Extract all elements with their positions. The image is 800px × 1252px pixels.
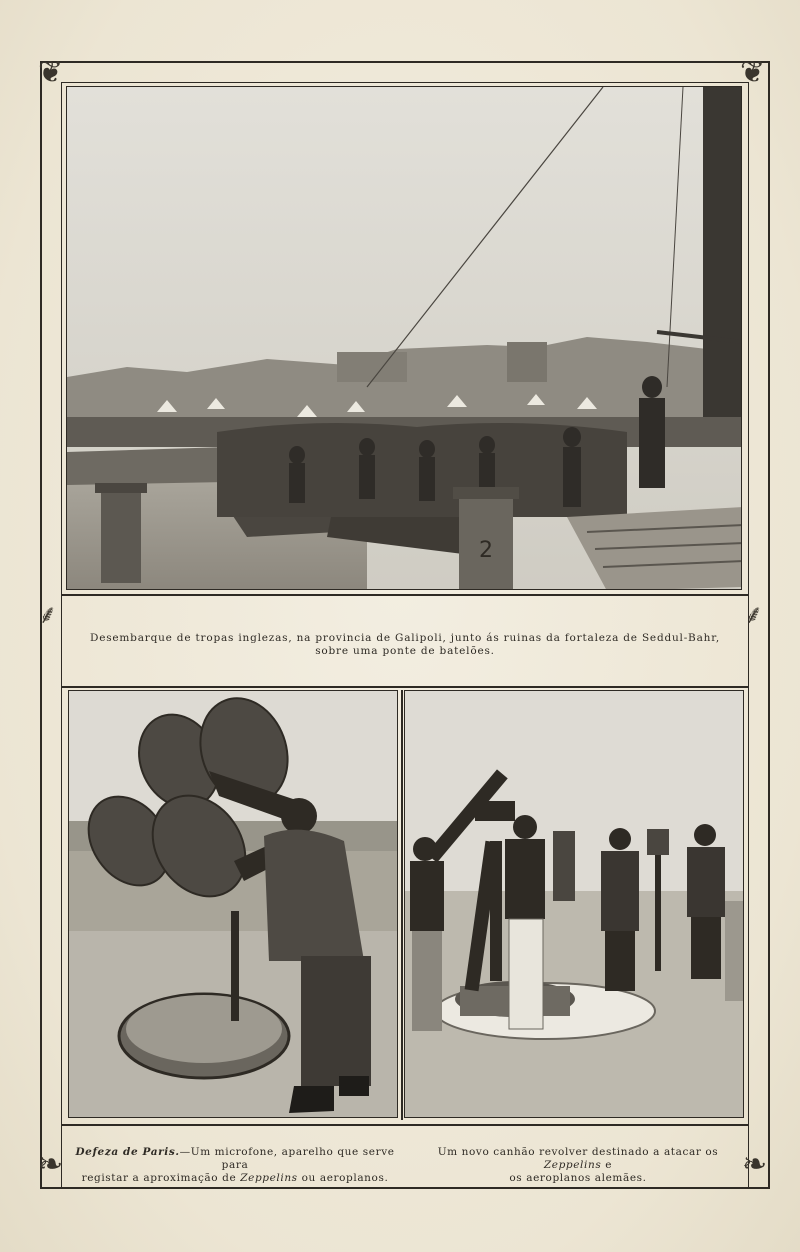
top-caption-line2: sobre uma ponte de batelões.: [315, 645, 495, 657]
top-caption-line1: Desembarque de tropas inglezas, na provincia de Galipoli, junto ás ruinas da fortaleza de Seddul-Bahr,: [89, 632, 720, 644]
caption-zeppelins: Zeppelins: [543, 1159, 602, 1171]
caption-zeppelins: Zeppelins: [240, 1172, 298, 1184]
photo-gallipoli-landing: [66, 86, 742, 590]
divider: [61, 686, 749, 688]
top-caption: [70, 632, 740, 658]
photo-microphone: [68, 690, 398, 1118]
side-scroll-icon: ⸙: [38, 600, 58, 630]
caption-text: Um novo canhão revolver destinado a atacar os: [437, 1146, 719, 1158]
bottom-left-caption: [70, 1146, 400, 1185]
corner-scroll-icon: ❦: [740, 55, 766, 90]
column-divider: [401, 690, 403, 1120]
caption-text: e: [601, 1159, 613, 1171]
photo-revolver-cannon: [404, 690, 744, 1118]
side-scroll-icon: ⸙: [744, 600, 764, 630]
divider: [61, 594, 749, 596]
divider: [61, 1124, 749, 1126]
corner-scroll-icon: ❧: [742, 1147, 768, 1182]
bollard-number: 2: [479, 538, 493, 563]
caption-lead: Defeza de Paris.: [75, 1146, 180, 1158]
caption-text: ou aeroplanos.: [297, 1172, 389, 1184]
caption-text: registar a aproximação de: [81, 1172, 241, 1184]
caption-text: os aeroplanos alemães.: [509, 1172, 647, 1184]
corner-scroll-icon: ❧: [38, 1147, 64, 1182]
corner-scroll-icon: ❦: [38, 55, 64, 90]
bottom-right-caption: [412, 1146, 744, 1185]
caption-text: —Um microfone, aparelho que serve para: [179, 1146, 395, 1171]
